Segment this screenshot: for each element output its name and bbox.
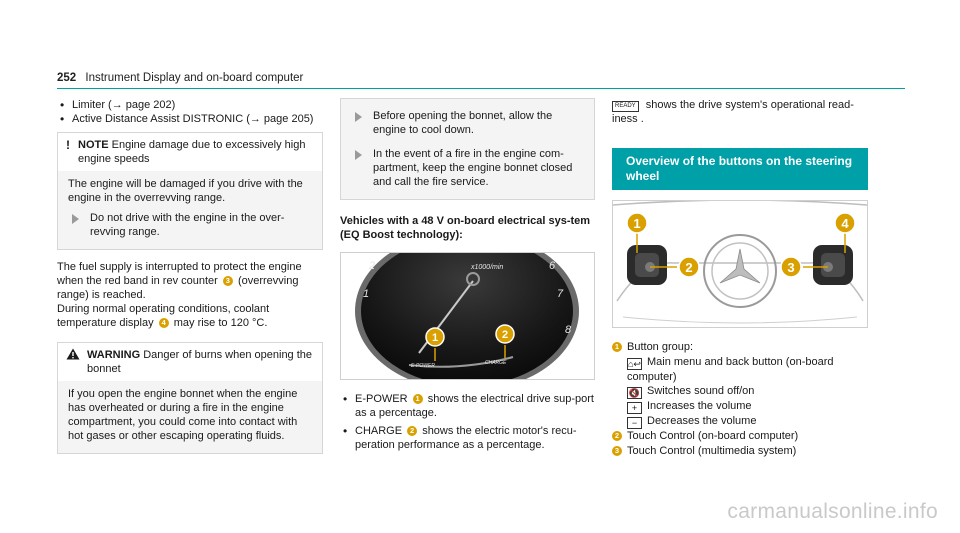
- warning-label: WARNING: [87, 349, 141, 361]
- warning-text: If you open the engine bonnet when the engine has overheated or during a fire in the engine compartment, you could come into contact with hot gases or other escaping operating fluids.: [68, 388, 298, 442]
- button-legend-list: [612, 340, 868, 458]
- rev-counter-figure: [340, 252, 595, 380]
- warning-box: [57, 342, 323, 454]
- page-header: [57, 72, 303, 84]
- coolant-paragraph: During normal operating conditions, coolant temperature display 4 may rise to 120 °C.: [57, 303, 270, 329]
- step-arrow-icon: [72, 214, 79, 224]
- note-heading: Engine damage due to excessively high engine speeds: [78, 139, 306, 165]
- list-item: 1 Button group:: [612, 340, 868, 354]
- list-item: 2 Touch Control (on-board computer): [612, 429, 868, 443]
- note-text: The engine will be damaged if you drive with the engine in the overrevving range.: [68, 178, 303, 204]
- list-item: − Decreases the volume: [612, 414, 868, 429]
- list-item: • Limiter (→ page 202): [57, 98, 323, 112]
- gauge-label-charge: CHARGE: [485, 360, 507, 366]
- column-right: [612, 98, 868, 459]
- warning-triangle-icon: [66, 348, 80, 376]
- figure-callout: 2: [501, 329, 509, 341]
- warning-heading: Danger of burns when opening the bonnet: [87, 349, 313, 375]
- warning-body: [58, 381, 322, 453]
- gauge-numeral: 1: [363, 288, 370, 300]
- figure-callout: 3: [787, 260, 795, 275]
- list-item: • Active Distance Assist DISTRONIC (→ page 205): [57, 112, 323, 126]
- warning-continued-box: [340, 98, 595, 200]
- note-label: NOTE: [78, 139, 109, 151]
- note-step: Do not drive with the engine in the over-revving range.: [68, 211, 312, 239]
- column-left: [57, 98, 323, 454]
- figure-callout: 2: [685, 260, 693, 275]
- step-arrow-icon: [355, 150, 362, 160]
- gauge-numeral: 8: [565, 324, 572, 336]
- figure-callout: 1: [633, 216, 641, 231]
- gauge-numeral: 7: [557, 288, 564, 300]
- ready-paragraph: READY shows the drive system's operational read-iness .: [612, 99, 854, 125]
- gauge-label-epower: E-POWER: [411, 363, 435, 369]
- figure-callout: 4: [841, 216, 849, 231]
- list-item: + Increases the volume: [612, 399, 868, 414]
- step-arrow-icon: [355, 112, 362, 122]
- list-item: • E-POWER 1 shows the electrical drive sup-port as a percentage.: [340, 392, 595, 420]
- plus-icon: +: [627, 402, 642, 414]
- warning-header: [58, 343, 322, 381]
- steering-wheel-illustration: [613, 201, 867, 328]
- column-middle: [340, 98, 595, 452]
- function-list: [57, 98, 323, 126]
- warning-step: In the event of a fire in the engine com-partment, keep the engine bonnet closed and call the fire service.: [351, 147, 584, 189]
- gauge-numeral: 6: [549, 260, 556, 272]
- note-header: [58, 133, 322, 171]
- page-header-title: Instrument Display and on-board computer: [85, 72, 304, 84]
- ready-indicator-icon: READY: [612, 101, 639, 112]
- gauge-unit: x1000/min: [471, 264, 504, 271]
- header-rule: [57, 88, 905, 89]
- minus-icon: −: [627, 417, 642, 429]
- list-item: 3 Touch Control (multimedia system): [612, 444, 868, 458]
- gauge-legend-list: [340, 392, 595, 452]
- gauge-numeral: 2: [369, 260, 376, 272]
- callout-3: 3: [223, 276, 233, 286]
- mute-icon: 🔇: [628, 388, 641, 398]
- list-item: ⌂↩ Main menu and back button (on-board computer): [627, 356, 834, 383]
- note-body: [58, 171, 322, 249]
- fuel-supply-paragraph: The fuel supply is interrupted to protect the engine when the red band in rev counter 3 (overrevving range) is reached.: [57, 261, 302, 301]
- list-item: • CHARGE 2 shows the electric motor's recu-peration performance as a percentage.: [340, 424, 595, 452]
- warning-step: Before opening the bonnet, allow the engine to cool down.: [351, 109, 584, 137]
- steering-wheel-figure: [612, 200, 868, 328]
- list-item: 🔇 Switches sound off/on: [628, 385, 755, 398]
- note-box: [57, 132, 323, 250]
- rev-counter-illustration: [341, 253, 594, 380]
- callout-4: 4: [159, 318, 169, 328]
- exclamation-icon: !: [66, 138, 70, 152]
- home-back-icon: ⌂↩: [628, 359, 641, 369]
- page-number: 252: [57, 72, 77, 84]
- figure-callout: 1: [431, 332, 439, 344]
- section-heading: Overview of the buttons on the steering wheel: [612, 148, 868, 190]
- eq-boost-heading: Vehicles with a 48 V on-board electrical sys-tem (EQ Boost technology):: [340, 215, 591, 241]
- watermark: carmanualsonline.info: [727, 500, 938, 523]
